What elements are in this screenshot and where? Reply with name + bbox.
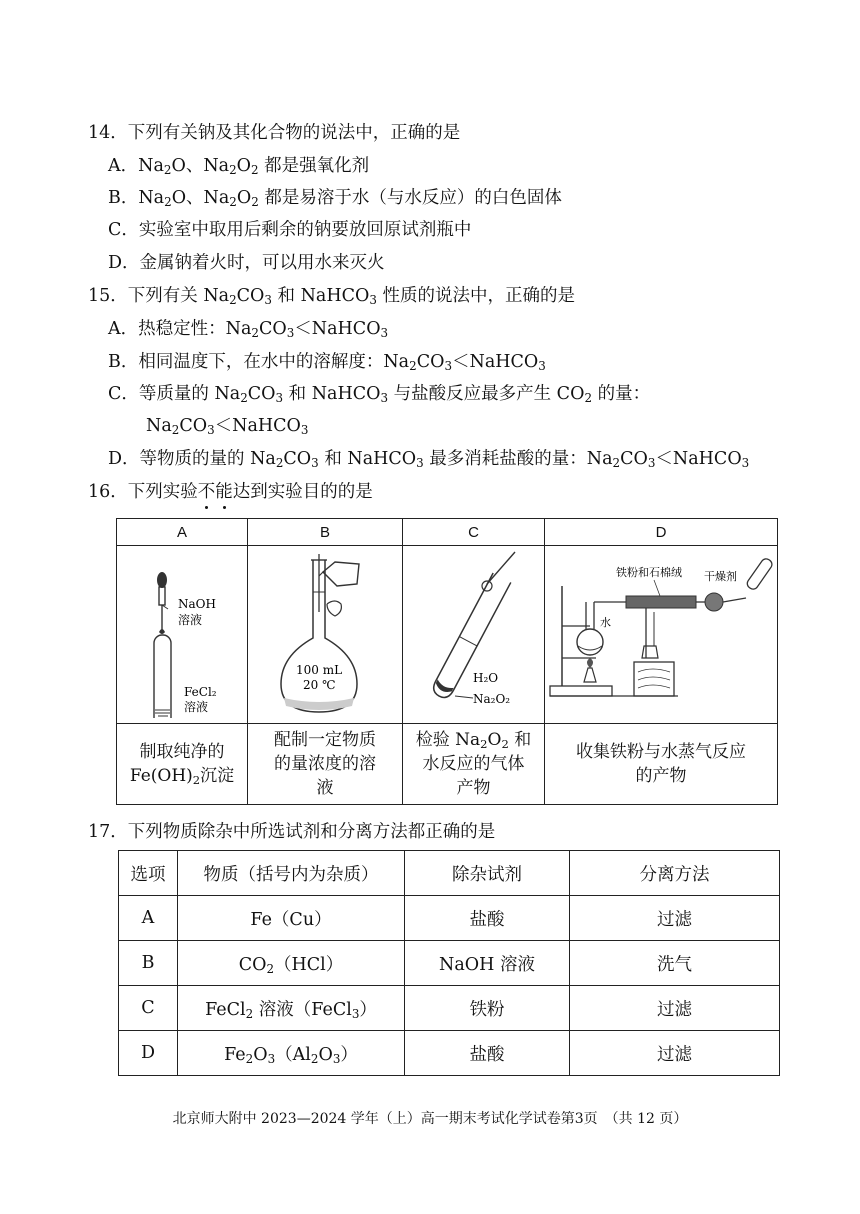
caption-c: 检验 $Na_2O_2$ 和 水反应的气体 产物 [403, 724, 545, 805]
label-naoh-solution: 溶液 [178, 613, 203, 627]
figure-d-cell [545, 546, 778, 724]
flask-temp-label: 20 ℃ [303, 678, 336, 692]
flask-volume-label: 100 mL [296, 663, 343, 677]
row-method: 洗气 [570, 941, 780, 986]
table-row [119, 1031, 780, 1076]
row-reagent: 盐酸 [405, 1031, 570, 1076]
header-reagent: 除杂试剂 [405, 851, 570, 896]
q15-stem: 15．下列有关 $Na_2CO_3$ 和 NaHCO$_3$ 性质的说法中，正确的是 [88, 286, 575, 307]
row-substance: Fe（Cu） [178, 896, 405, 941]
q17-purification-table [118, 850, 780, 1076]
label-h2o: H₂O [472, 671, 498, 685]
row-substance: $CO_2(HCl)$ [178, 941, 405, 986]
q14-stem: 14．下列有关钠及其化合物的说法中，正确的是 [88, 123, 461, 143]
label-iron-powder: 铁粉和石棉绒 [616, 566, 682, 579]
label-naoh: NaOH [178, 597, 216, 611]
iron-steam-apparatus-figure [546, 546, 776, 718]
row-method: 过滤 [570, 1031, 780, 1076]
row-method: 过滤 [570, 986, 780, 1031]
row-substance: $Fe_2O_3(Al_2O_3)$ [178, 1031, 405, 1076]
header-method: 分离方法 [570, 851, 780, 896]
table-row [119, 986, 780, 1031]
figure-b-cell [248, 546, 403, 724]
figure-c-cell [403, 546, 545, 724]
q14-option-b: B．$Na_2O$、$Na_2O_2$ 都是易溶于水（与水反应）的白色固体 [108, 188, 562, 209]
row-method: 过滤 [570, 896, 780, 941]
q14-option-c: C．实验室中取用后剩余的钠要放回原试剂瓶中 [108, 220, 472, 240]
row-reagent: 盐酸 [405, 896, 570, 941]
col-header-b: B [248, 519, 403, 546]
q15-option-c: C．等质量的 $Na_2CO_3$ 和 NaHCO$_3$ 与盐酸反应最多产生 $CO_2$ 的量： [108, 384, 651, 405]
q15-option-c-continued: $Na_2CO_3<NaHCO_3$ [146, 416, 309, 437]
row-option: C [119, 986, 178, 1031]
row-option: D [119, 1031, 178, 1076]
emphasis-dot-char: 不 [197, 482, 216, 502]
figure-a-cell [117, 546, 248, 724]
q15-option-b: B．相同温度下，在水中的溶解度：$Na_2CO_3<NaHCO_3$ [108, 352, 546, 373]
label-water: 水 [600, 616, 611, 629]
caption-d: 收集铁粉与水蒸气反应 的产物 [545, 724, 778, 805]
col-header-a: A [117, 519, 248, 546]
emphasis-dot-char: 能 [215, 482, 233, 502]
label-fecl2-solution: 溶液 [184, 700, 209, 714]
row-reagent: NaOH 溶液 [405, 941, 570, 986]
label-na2o2: Na₂O₂ [472, 692, 510, 706]
q14-option-d: D．金属钠着火时，可以用水来灭火 [108, 253, 385, 273]
header-substance: 物质（括号内为杂质） [178, 851, 405, 896]
header-option: 选项 [119, 851, 178, 896]
q15-option-a: A．热稳定性：$Na_2CO_3<NaHCO_3$ [108, 319, 389, 340]
col-header-d: D [545, 519, 778, 546]
volumetric-flask-figure [249, 546, 401, 718]
label-desiccant: 干燥剂 [704, 570, 737, 583]
q17-stem: 17．下列物质除杂中所选试剂和分离方法都正确的是 [88, 822, 496, 842]
row-reagent: 铁粉 [405, 986, 570, 1031]
q15-option-d: D．等物质的量的 $Na_2CO_3$ 和 NaHCO$_3$ 最多消耗盐酸的量：$Na_2CO_3<NaHCO_3$ [108, 449, 750, 470]
table-row [119, 896, 780, 941]
caption-a: 制取纯净的 $Fe(OH)_2$沉淀 [117, 724, 248, 805]
table-row [119, 941, 780, 986]
row-option: A [119, 896, 178, 941]
q16-experiment-table [116, 518, 778, 805]
row-substance: FeCl$_2$ 溶液（FeCl$_3$） [178, 986, 405, 1031]
row-option: B [119, 941, 178, 986]
q14-option-a: A．$Na_2O$、$Na_2O_2$ 都是强氧化剂 [108, 156, 370, 177]
q16-stem: 16．下列实验不能达到实验目的的是 [88, 482, 373, 502]
test-tube-sodium-peroxide-figure [405, 546, 543, 718]
dropper-test-tube-figure [118, 546, 246, 718]
page-footer: 北京师大附中 2023—2024 学年（上）高一期末考试化学试卷第3页 （共 12 页） [172, 1111, 688, 1127]
label-fecl2: FeCl₂ [184, 685, 217, 699]
caption-b: 配制一定物质 的量浓度的溶 液 [248, 724, 403, 805]
col-header-c: C [403, 519, 545, 546]
